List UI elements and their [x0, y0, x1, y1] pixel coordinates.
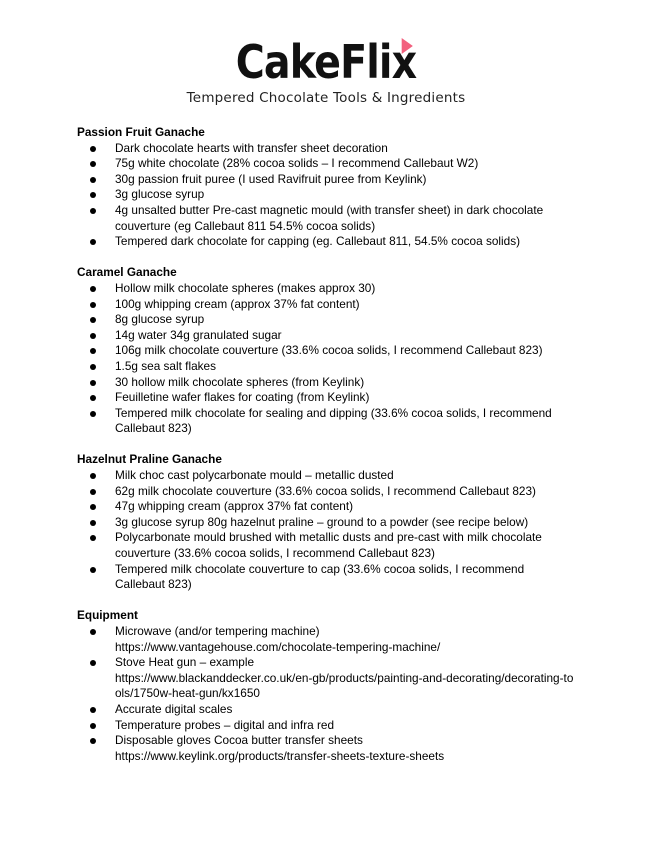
document-header	[0, 36, 652, 106]
list-item: 106g milk chocolate couverture (33.6% cocoa solids, I recommend Callebaut 823)	[77, 343, 577, 359]
item-text: Temperature probes – digital and infra red	[115, 717, 335, 732]
list-item: 62g milk chocolate couverture (33.6% cocoa solids, I recommend Callebaut 823)	[77, 484, 577, 500]
list-item: Tempered dark chocolate for capping (eg. Callebaut 811, 54.5% cocoa solids)	[77, 234, 577, 250]
section-title: Passion Fruit Ganache	[77, 125, 205, 139]
list-item	[77, 624, 577, 655]
list-item	[77, 718, 577, 734]
section-title: Hazelnut Praline Ganache	[77, 452, 222, 467]
section-title: Equipment	[77, 608, 138, 623]
section-caramel-ganache	[77, 265, 577, 437]
list-item: 75g white chocolate (28% cocoa solids – I recommend Callebaut W2)	[77, 156, 577, 172]
url-link[interactable]: https://www.keylink.org/products/transfer-sheets-texture-sheets	[115, 748, 445, 763]
list-item: Milk choc cast polycarbonate mould – metallic dusted	[77, 468, 577, 484]
list-item: 14g water 34g granulated sugar	[77, 328, 577, 344]
url-link-continuation[interactable]: ols/1750w-heat-gun/kx1650	[115, 686, 260, 701]
url-link[interactable]: https://www.vantagehouse.com/chocolate-tempering-machine/	[115, 639, 441, 654]
list-item: 47g whipping cream (approx 37% fat content)	[77, 499, 577, 515]
list-item: 1.5g sea salt flakes	[77, 359, 577, 375]
list-item: 30g passion fruit puree (I used Ravifruit puree from Keylink)	[77, 172, 577, 188]
list-item: 3g glucose syrup	[77, 187, 577, 203]
document-body	[77, 125, 577, 780]
ingredient-list	[77, 468, 577, 593]
section-hazelnut-praline-ganache	[77, 452, 577, 592]
item-text: Microwave (and/or tempering machine)	[115, 624, 320, 638]
list-item	[77, 655, 577, 702]
list-item: Polycarbonate mould brushed with metallic dusts and pre-cast with milk chocolate couverture (33.6% cocoa solids, I recommend Callebaut 823)	[77, 530, 577, 561]
list-item: Dark chocolate hearts with transfer sheet decoration	[77, 141, 577, 157]
document-subtitle: Tempered Chocolate Tools & Ingredients	[186, 90, 466, 106]
ingredient-list	[77, 141, 577, 250]
url-link[interactable]: https://www.blackanddecker.co.uk/en-gb/products/painting-and-decorating/decorating-to	[115, 670, 574, 685]
list-item: 100g whipping cream (approx 37% fat content)	[77, 297, 577, 313]
logo-text: CakeFlix	[235, 35, 417, 89]
section-title: Caramel Ganache	[77, 265, 177, 280]
play-triangle-icon	[402, 38, 413, 54]
list-item: Tempered milk chocolate for sealing and dipping (33.6% cocoa solids, I recommend Callebaut 823)	[77, 406, 577, 437]
list-item: Tempered milk chocolate couverture to cap (33.6% cocoa solids, I recommend Callebaut 823)	[77, 562, 577, 593]
list-item: 30 hollow milk chocolate spheres (from Keylink)	[77, 375, 577, 391]
item-text: Stove Heat gun – example	[115, 655, 255, 670]
section-equipment	[77, 608, 577, 764]
list-item: Hollow milk chocolate spheres (makes approx 30)	[77, 281, 577, 297]
section-passion-fruit-ganache	[77, 125, 577, 250]
item-text: Accurate digital scales	[115, 701, 233, 716]
item-text: Disposable gloves Cocoa butter transfer sheets	[115, 733, 363, 748]
list-item: 8g glucose syrup	[77, 312, 577, 328]
list-item	[77, 733, 577, 764]
ingredient-list	[77, 281, 577, 437]
list-item: 3g glucose syrup 80g hazelnut praline – ground to a powder (see recipe below)	[77, 515, 577, 531]
equipment-list	[77, 624, 577, 764]
list-item: 4g unsalted butter Pre-cast magnetic mould (with transfer sheet) in dark chocolate couverture (eg Callebaut 811 54.5% cocoa solids)	[77, 203, 577, 234]
list-item: Feuilletine wafer flakes for coating (from Keylink)	[77, 390, 577, 406]
list-item	[77, 702, 577, 718]
cakeflix-logo	[236, 36, 417, 88]
